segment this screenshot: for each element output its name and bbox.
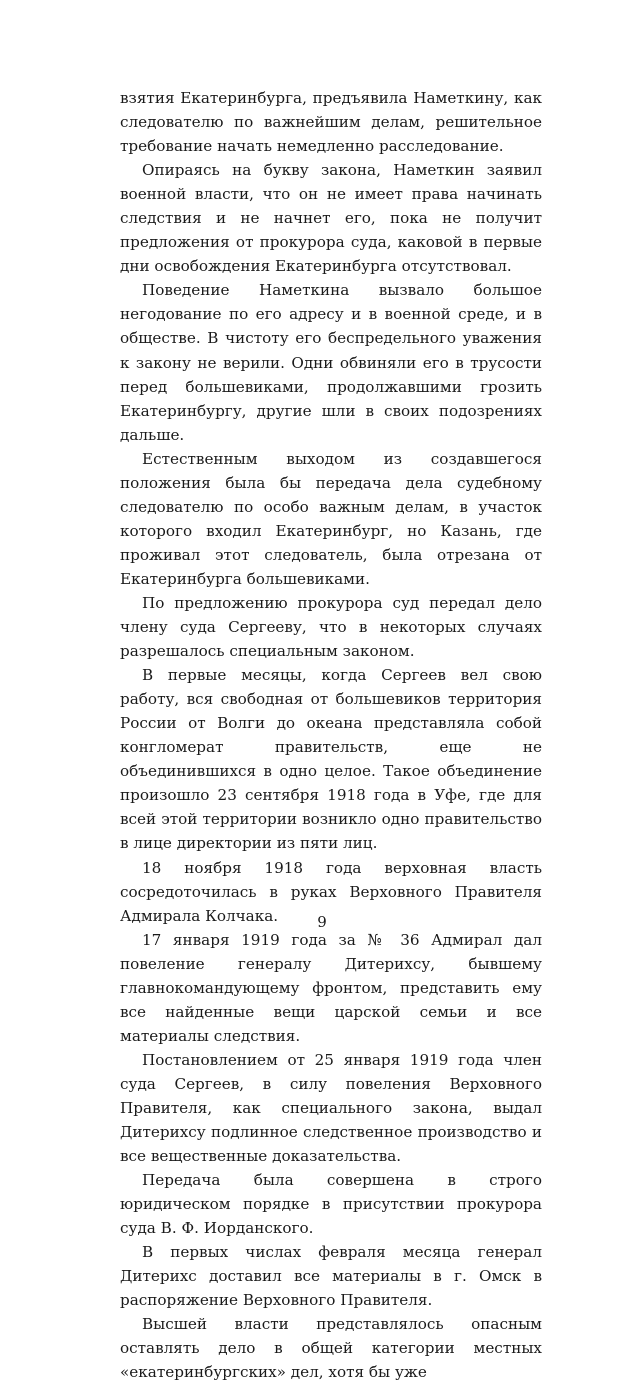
paragraph: 17 января 1919 года за № 36 Адмирал дал повеление генералу Дитерихсу, бывшему главнокомандующему фронтом, представить ему все найденные вещи царской семьи и все материалы следствия. (120, 930, 542, 1045)
paragraph: Естественным выходом из создавшегося положения была бы передача дела судебному следователю по особо важным делам, в участок которого входил Екатеринбург, но Казань, где проживал этот следователь, была отрезана от Екатеринбурга большевиками. (120, 449, 542, 588)
paragraph: По предложению прокурора суд передал дело члену суда Сергееву, что в некоторых случаях разрешалось специальным законом. (120, 593, 542, 661)
paragraph: Передача была совершена в строго юридическом порядке в присутствии прокурора суда В. Ф. Иорданского. (120, 1171, 542, 1238)
paragraph: В первых числах февраля месяца генерал Дитерихс доставил все материалы в г. Омск в распоряжение Верховного Правителя. (120, 1243, 542, 1310)
body-text (120, 86, 542, 1385)
paragraph-continuation: взятия Екатеринбурга, предъявила Наметкину, как следователю по важнейшим делам, решительное требование начать немедленно расследование. (120, 89, 542, 156)
paragraph: В первые месяцы, когда Сергеев вел свою работу, вся свободная от большевиков территория России от Волги до океана представляла собой конгломерат правительств, еще не объединившихся в одно целое. Такое объединение произошло 23 сентября 1918 года в Уфе, где для всей этой территории возникло одно правительство в лице директории из пяти лиц. (120, 666, 542, 853)
paragraph: 18 ноября 1918 года верховная власть сосредоточилась в руках Верховного Правителя Адмирала Колчака. (120, 858, 542, 925)
paragraph: Постановлением от 25 января 1919 года член суда Сергеев, в силу повеления Верховного Правителя, как специального закона, выдал Дитерихсу подлинное следственное производство и все вещественные доказательства. (120, 1050, 542, 1166)
paragraph: Высшей власти представлялось опасным оставлять дело в общей категории местных «екатеринбургских» дел, хотя бы уже (120, 1315, 542, 1382)
paragraph: Опираясь на букву закона, Наметкин заявил военной власти, что он не имеет права начинать следствия и не начнет его, пока не получит предложения от прокурора суда, каковой в первые дни освобождения Екатеринбурга отсутствовал. (120, 161, 542, 276)
paragraph: Поведение Наметкина вызвало большое негодование по его адресу и в военной среде, и в обществе. В чистоту его беспредельного уважения к закону не верили. Одни обвиняли его в трусости перед большевиками, продолжавшими грозить Екатеринбургу, другие шли в своих подозрениях дальше. (120, 281, 542, 444)
page-number: 9 (317, 913, 327, 931)
